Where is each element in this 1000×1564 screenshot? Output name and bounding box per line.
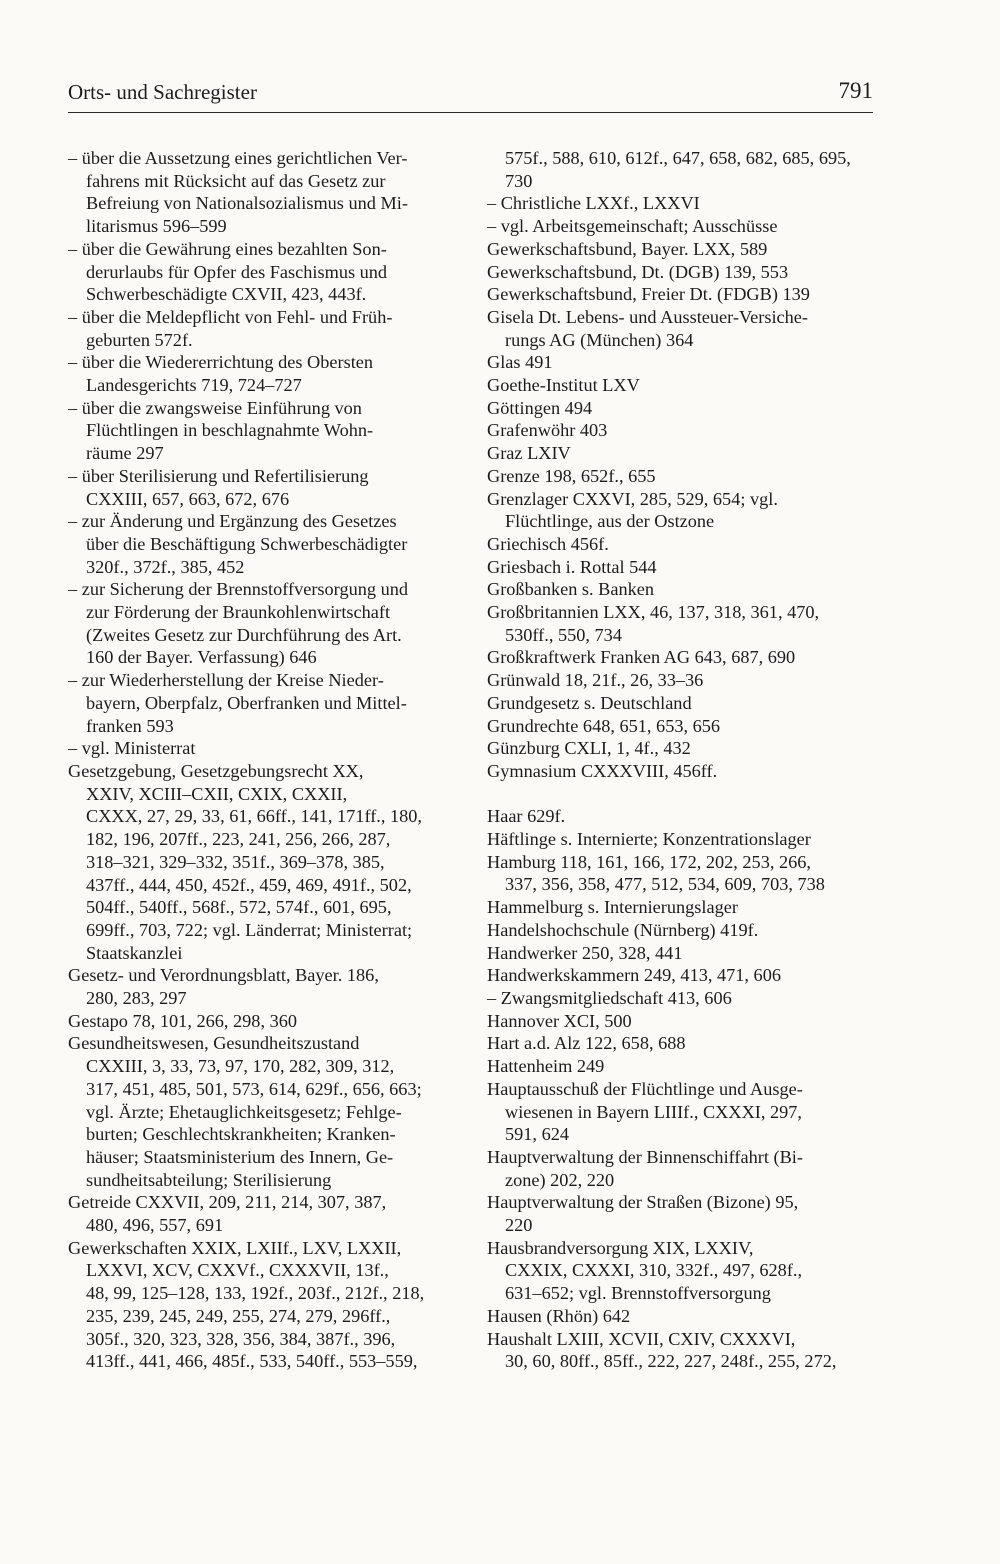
index-entry-line: Grafenwöhr 403 — [487, 420, 608, 441]
index-entry-line: geburten 572f. — [86, 329, 193, 350]
index-entry — [487, 261, 877, 284]
index-entry — [487, 1032, 877, 1055]
index-entry-line: – zur Änderung und Ergänzung des Gesetzes — [68, 511, 397, 532]
index-entry — [487, 1305, 877, 1328]
index-entry-line: 182, 196, 207ff., 223, 241, 256, 266, 287, — [86, 829, 391, 850]
index-entry — [487, 283, 877, 306]
index-entry-line: – über die Wiedererrichtung des Obersten — [68, 352, 374, 373]
index-entry-line: 699ff., 703, 722; vgl. Länderrat; Ministerrat; — [86, 919, 413, 940]
index-entry — [487, 805, 877, 828]
index-entry — [68, 238, 453, 306]
index-entry-line: Handelshochschule (Nürnberg) 419f. — [487, 919, 759, 940]
running-title: Orts- und Sachregister — [68, 80, 257, 104]
index-entry — [68, 669, 453, 737]
index-entry-line: – vgl. Ministerrat — [68, 738, 196, 759]
index-entry-line: 480, 496, 557, 691 — [86, 1215, 224, 1236]
index-entry-line: CXXX, 27, 29, 33, 61, 66ff., 141, 171ff., 180, — [86, 806, 422, 827]
index-entry-line: CXXIX, CXXXI, 310, 332f., 497, 628f., — [505, 1260, 803, 1281]
index-entry — [487, 987, 877, 1010]
index-entry — [487, 578, 877, 601]
index-entry-line: Handwerker 250, 328, 441 — [487, 942, 683, 963]
index-entry-line: 530ff., 550, 734 — [505, 624, 622, 645]
index-entry-line: litarismus 596–599 — [86, 216, 227, 237]
index-entry — [487, 215, 877, 238]
index-entry-line: Hart a.d. Alz 122, 658, 688 — [487, 1033, 686, 1054]
index-entry-line: – über die Aussetzung eines gerichtlichen Ver- — [68, 148, 408, 168]
index-entry — [68, 147, 453, 238]
index-entry-line: – vgl. Arbeitsgemeinschaft; Ausschüsse — [487, 216, 778, 237]
index-entry — [487, 465, 877, 488]
index-entry-line: Hauptausschuß der Flüchtlinge und Ausge- — [487, 1078, 803, 1099]
index-entry-line: Handwerkskammern 249, 413, 471, 606 — [487, 965, 781, 986]
index-entry — [487, 533, 877, 556]
index-entry-line: Grenze 198, 652f., 655 — [487, 465, 656, 486]
index-entry-line: Grundrechte 648, 651, 653, 656 — [487, 715, 721, 736]
index-entry-line: Grundgesetz s. Deutschland — [487, 692, 692, 713]
index-entry-line: Hamburg 118, 161, 166, 172, 202, 253, 266, — [487, 851, 811, 872]
index-entry — [68, 397, 453, 465]
index-entry-line: Großbritannien LXX, 46, 137, 318, 361, 470, — [487, 602, 820, 623]
index-entry-line: Grünwald 18, 21f., 26, 33–36 — [487, 670, 704, 691]
index-entry-line: 320f., 372f., 385, 452 — [86, 556, 245, 577]
index-entry-line: – über Sterilisierung und Refertilisierung — [68, 465, 369, 486]
index-entry-line: Graz LXIV — [487, 443, 571, 464]
index-entry-line: Gewerkschaften XXIX, LXIIf., LXV, LXXII, — [68, 1237, 402, 1258]
index-column-left — [68, 147, 453, 1373]
index-entry — [68, 1010, 453, 1033]
index-entry-line: – über die Gewährung eines bezahlten Son- — [68, 238, 387, 259]
index-entry — [487, 783, 877, 806]
index-entry-line: 437ff., 444, 450, 452f., 459, 469, 491f., 502, — [86, 874, 412, 895]
index-entry-line: Grenzlager CXXVI, 285, 529, 654; vgl. — [487, 488, 778, 509]
index-entry — [487, 306, 877, 351]
index-entry-line: 280, 283, 297 — [86, 988, 187, 1009]
index-entry — [487, 374, 877, 397]
index-entry — [487, 942, 877, 965]
index-entry-line: 235, 239, 245, 249, 255, 274, 279, 296ff., — [86, 1305, 391, 1326]
index-entry — [68, 760, 453, 964]
index-entry-line: Hammelburg s. Internierungslager — [487, 897, 738, 918]
index-entry-line: vgl. Ärzte; Ehetauglichkeitsgesetz; Fehlge- — [86, 1101, 402, 1122]
index-entry — [487, 692, 877, 715]
index-entry — [68, 964, 453, 1009]
index-entry — [487, 192, 877, 215]
index-entry-line: (Zweites Gesetz zur Durchführung des Art. — [86, 624, 402, 645]
index-entry-line: 305f., 320, 323, 328, 356, 384, 387f., 396, — [86, 1328, 396, 1349]
index-entry-line: Gesetzgebung, Gesetzgebungsrecht XX, — [68, 760, 364, 781]
index-entry-line: 591, 624 — [505, 1124, 569, 1145]
index-entry — [487, 737, 877, 760]
index-entry-line: Haar 629f. — [487, 806, 566, 827]
index-column-right — [487, 147, 877, 1373]
index-entry-line: Griesbach i. Rottal 544 — [487, 556, 657, 577]
index-entry-line: Gesundheitswesen, Gesundheitszustand — [68, 1033, 360, 1054]
index-entry-line: 337, 356, 358, 477, 512, 534, 609, 703, 738 — [505, 874, 825, 895]
index-entry-line: 413ff., 441, 466, 485f., 533, 540ff., 553–559, — [86, 1351, 418, 1372]
index-entry-line: Gesetz- und Verordnungsblatt, Bayer. 186, — [68, 965, 379, 986]
index-entry-line: Günzburg CXLI, 1, 4f., 432 — [487, 738, 691, 759]
index-entry-line: 220 — [505, 1215, 533, 1236]
index-entry — [487, 442, 877, 465]
index-entry-line: 631–652; vgl. Brennstoffversorgung — [505, 1283, 771, 1304]
index-entry-line: Gymnasium CXXXVIII, 456ff. — [487, 760, 718, 781]
index-entry — [68, 737, 453, 760]
index-entry-line: Hauptverwaltung der Straßen (Bizone) 95, — [487, 1192, 799, 1213]
index-entry-line: bayern, Oberpfalz, Oberfranken und Mittel- — [86, 692, 407, 713]
index-entry — [487, 1191, 877, 1236]
index-entry — [68, 510, 453, 578]
index-entry — [487, 1146, 877, 1191]
index-entry-line: 575f., 588, 610, 612f., 647, 658, 682, 685, 695, — [505, 148, 851, 168]
index-entry-line: 48, 99, 125–128, 133, 192f., 203f., 212f., 218, — [86, 1283, 425, 1304]
index-entry-line: Gisela Dt. Lebens- und Aussteuer-Versiche- — [487, 306, 808, 327]
index-entry — [487, 1055, 877, 1078]
index-entry-line: Hattenheim 249 — [487, 1056, 605, 1077]
index-entry-line: – über die Meldepflicht von Fehl- und Früh- — [68, 306, 393, 327]
index-entry-line: Staatskanzlei — [86, 942, 183, 963]
index-entry — [487, 919, 877, 942]
index-entry-line: burten; Geschlechtskrankheiten; Kranken- — [86, 1124, 396, 1145]
index-entry-line: – über die zwangsweise Einführung von — [68, 397, 362, 418]
index-entry — [487, 964, 877, 987]
index-entry — [68, 306, 453, 351]
index-entry-line: räume 297 — [86, 443, 164, 464]
index-entry-line: 730 — [505, 170, 533, 191]
index-entry-line: Gewerkschaftsbund, Bayer. LXX, 589 — [487, 238, 768, 259]
index-entry-line: Gewerkschaftsbund, Freier Dt. (FDGB) 139 — [487, 284, 810, 305]
index-entry-line: Häftlinge s. Internierte; Konzentrationslager — [487, 829, 811, 850]
index-entry — [487, 715, 877, 738]
index-entry-line: – Zwangsmitgliedschaft 413, 606 — [487, 988, 732, 1008]
index-entry-line: 30, 60, 80ff., 85ff., 222, 227, 248f., 255, 272, — [505, 1351, 837, 1372]
index-entry-line: Flüchtlinge, aus der Ostzone — [505, 511, 715, 532]
index-entry-line: Flüchtlingen in beschlagnahmte Wohn- — [86, 420, 374, 441]
index-entry-line: Hannover XCI, 500 — [487, 1010, 632, 1031]
index-entry-line: sundheitsabteilung; Sterilisierung — [86, 1169, 332, 1190]
index-entry — [487, 1328, 877, 1373]
index-entry-line: LXXVI, XCV, CXXVf., CXXXVII, 13f., — [86, 1260, 389, 1281]
index-entry — [487, 1078, 877, 1146]
index-entry — [68, 1191, 453, 1236]
index-entry-line: Griechisch 456f. — [487, 533, 609, 554]
index-entry-line: Getreide CXXVII, 209, 211, 214, 307, 387, — [68, 1192, 387, 1213]
index-entry-line: 317, 451, 485, 501, 573, 614, 629f., 656, 663; — [86, 1078, 422, 1099]
index-entry — [487, 351, 877, 374]
index-entry — [487, 646, 877, 669]
index-entry — [68, 578, 453, 669]
index-entry-line: zone) 202, 220 — [505, 1169, 615, 1190]
index-entry-line: Gewerkschaftsbund, Dt. (DGB) 139, 553 — [487, 261, 789, 282]
index-entry-line: Hausen (Rhön) 642 — [487, 1305, 631, 1326]
index-entry — [68, 1237, 453, 1373]
index-entry-line: wiesenen in Bayern LIIIf., CXXXI, 297, — [505, 1101, 802, 1122]
index-entry-line: Göttingen 494 — [487, 397, 593, 418]
index-entry — [487, 1237, 877, 1305]
index-entry-line: Hausbrandversorgung XIX, LXXIV, — [487, 1237, 754, 1258]
index-entry — [487, 601, 877, 646]
index-entry — [68, 351, 453, 396]
index-entry — [68, 1032, 453, 1191]
index-entry-line: Großkraftwerk Franken AG 643, 687, 690 — [487, 647, 796, 668]
index-entry — [487, 488, 877, 533]
index-entry-line: über die Beschäftigung Schwerbeschädigter — [86, 533, 408, 554]
index-entry-line: Landesgerichts 719, 724–727 — [86, 375, 302, 396]
index-entry — [487, 1010, 877, 1033]
index-entry-line: Haushalt LXIII, XCVII, CXIV, CXXXVI, — [487, 1328, 796, 1349]
index-entry-line: CXXIII, 3, 33, 73, 97, 170, 282, 309, 312, — [86, 1056, 395, 1077]
index-entry-line: – zur Sicherung der Brennstoffversorgung und — [68, 579, 408, 600]
index-entry-line: franken 593 — [86, 715, 174, 736]
index-entry — [487, 669, 877, 692]
index-entry-line: rungs AG (München) 364 — [505, 329, 694, 350]
index-entry-line: 160 der Bayer. Verfassung) 646 — [86, 647, 317, 668]
index-entry-line: Goethe-Institut LXV — [487, 375, 640, 396]
index-entry — [487, 397, 877, 420]
index-entry — [487, 828, 877, 851]
index-entry-line: häuser; Staatsministerium des Innern, Ge- — [86, 1146, 394, 1167]
index-entry-line: Hauptverwaltung der Binnenschiffahrt (Bi- — [487, 1146, 803, 1167]
index-entry-line: – Christliche LXXf., LXXVI — [487, 193, 700, 214]
index-entry — [487, 556, 877, 579]
index-entry — [487, 419, 877, 442]
index-entry-line: – zur Wiederherstellung der Kreise Nieder- — [68, 670, 384, 691]
index-entry-line: XXIV, XCIII–CXII, CXIX, CXXII, — [86, 783, 348, 804]
index-entry-line: Glas 491 — [487, 352, 553, 373]
index-entry — [487, 147, 877, 192]
index-entry-line: zur Förderung der Braunkohlenwirtschaft — [86, 602, 391, 623]
index-entry-line: Gestapo 78, 101, 266, 298, 360 — [68, 1010, 298, 1031]
index-entry-line: Befreiung von Nationalsozialismus und Mi- — [86, 193, 408, 214]
index-entry — [487, 851, 877, 896]
index-entry-line: 318–321, 329–332, 351f., 369–378, 385, — [86, 851, 385, 872]
index-entry-line: Großbanken s. Banken — [487, 579, 655, 600]
index-entry-line: CXXIII, 657, 663, 672, 676 — [86, 488, 290, 509]
index-entry-line: fahrens mit Rücksicht auf das Gesetz zur — [86, 170, 386, 191]
page-number: 791 — [838, 78, 873, 103]
index-entry — [68, 465, 453, 510]
index-entry — [487, 238, 877, 261]
index-entry-line: 504ff., 540ff., 568f., 572, 574f., 601, 695, — [86, 897, 392, 918]
index-entry — [487, 896, 877, 919]
index-entry-line: Schwerbeschädigte CXVII, 423, 443f. — [86, 284, 367, 305]
page-header — [68, 78, 873, 113]
index-entry-line: derurlaubs für Opfer des Faschismus und — [86, 261, 388, 282]
index-entry — [487, 760, 877, 783]
